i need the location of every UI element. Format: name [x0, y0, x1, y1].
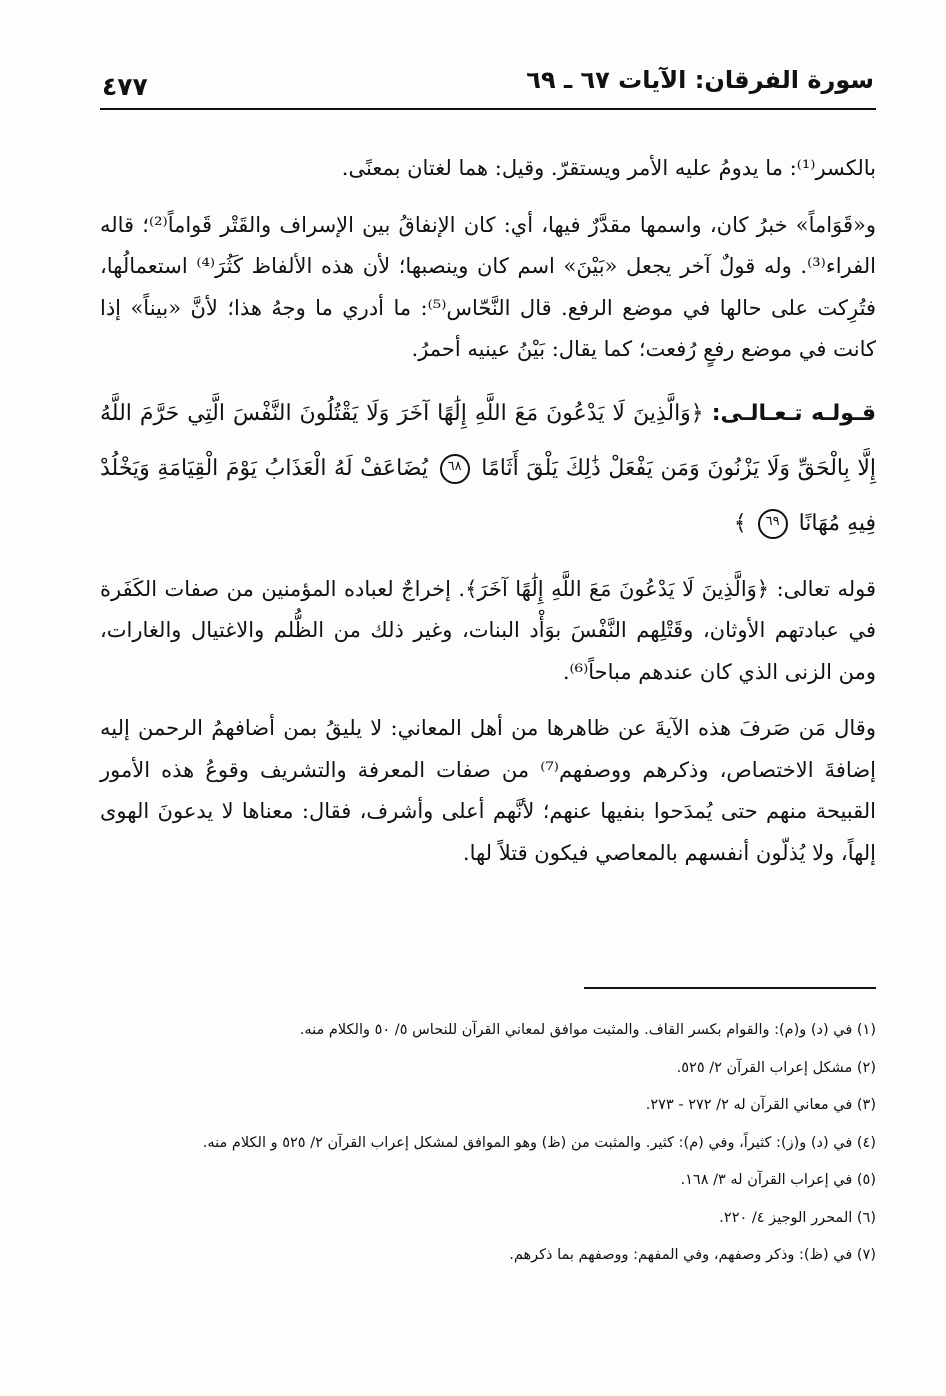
footnote-7: (٧) في (ظ): وذكر وصفهم، وفي المفهم: ووصفهم بما ذكرهم.	[509, 1247, 876, 1263]
footnote-5: (٥) في إعراب القرآن له ٣/ ١٦٨.	[680, 1172, 876, 1188]
verse-text-2: يُضَاعَفْ لَهُ الْعَذَابُ يَوْمَ الْقِيَامَةِ وَيَخْلُدْ فِيهِ مُهَانًا	[100, 455, 876, 536]
ayah-number-69: ٦٩	[758, 509, 788, 539]
paragraph-1: بالكسر⁽¹⁾: ما يدومُ عليه الأمر ويستقرّ. وقيل: هما لغتان بمعنًى.	[341, 156, 876, 180]
verse-lead: قـولـه تـعـالـى:	[711, 400, 876, 426]
main-text	[100, 148, 876, 889]
quran-verse-block	[100, 386, 876, 551]
footnote-divider	[584, 987, 876, 989]
verse-text: ﴿وَالَّذِينَ لَا يَدْعُونَ مَعَ اللَّهِ إِلَٰهًا آخَرَ وَلَا يَقْتُلُونَ النَّفْسَ الَّتِي حَرَّمَ اللَّهُ إِلَّا بِالْحَقِّ وَلَا يَزْنُونَ وَمَن يَفْعَلْ ذَٰلِكَ يَلْقَ أَثَامًا	[100, 400, 877, 481]
surah-title: سورة الفرقان: الآيات ٦٧ ـ ٦٩	[526, 66, 874, 94]
verse-close-bracket: ﴾	[733, 510, 747, 536]
footnote-6: (٦) المحرر الوجيز ٤/ ٢٢٠.	[719, 1209, 876, 1226]
ayah-number-68: ٦٨	[440, 454, 470, 484]
paragraph-3: قوله تعالى: ﴿وَالَّذِينَ لَا يَدْعُونَ مَعَ اللَّهِ إِلَٰهًا آخَرَ﴾. إخراجٌ لعباده المؤمنين من صفات الكَفَرة في عبادتهم الأوثان، وقَتْلِهم النَّفْسَ بوَأْد البنات، وغير ذلك من الظُّلم والاغتيال والغارات، ومن الزنى الذي كان عندهم مباحاً⁽⁶⁾.	[100, 576, 876, 684]
footnote-4: (٤) في (د) و(ز): كثيراً، وفي (م): كثير. والمثبت من (ظ) وهو الموافق لمشكل إعراب القرآن ٢/ ٥٢٥ و الكلام منه.	[202, 1134, 876, 1151]
paragraph-2: و«قَوَاماً» خبرُ كان، واسمها مقدَّرٌ فيها، أي: كان الإنفاقُ بين الإسراف والقَتْر قَواماً⁽²⁾؛ قاله الفراء⁽³⁾. وله قولٌ آخر يجعل «بَيْنَ» اسم كان وينصبها؛ لأن هذه الألفاظ كَثُرَ⁽⁴⁾ استعمالُها، فتُرِكت على حالها في موضع الرفع. قال النَّحّاس⁽⁵⁾: ما أدري ما وجهُ هذا؛ لأنَّ «بيناً» إذا كانت في موضع رفعٍ رُفعت؛ كما يقال: بَيْنُ عينيه أحمرُ.	[100, 212, 876, 361]
running-header	[100, 64, 876, 110]
paragraph-4: وقال مَن صَرفَ هذه الآيةَ عن ظاهرها من أهل المعاني: لا يليقُ بمن أضافهمُ الرحمن إليه إضافةَ الاختصاص، وذكرهم ووصفهم⁽⁷⁾ من صفات المعرفة والتشريف وقوعُ هذه الأمور القبيحة منهم حتى يُمدَحوا بنفيها عنهم؛ لأنَّهم أعلى وأشرف، فقال: معناها لا يدعونَ الهوى إلهاً، ولا يُذلّون أنفسهم بالمعاصي فيكون قتلاً لها.	[100, 716, 876, 865]
page-number: ٤٧٧	[102, 72, 148, 101]
footnote-3: (٣) في معاني القرآن له ٢/ ٢٧٢ - ٢٧٣.	[645, 1097, 876, 1113]
footnotes	[100, 1017, 876, 1280]
footnote-2: (٢) مشكل إعراب القرآن ٢/ ٥٢٥.	[676, 1059, 876, 1076]
footnote-1: (١) في (د) و(م): والقوام بكسر القاف. والمثبت موافق لمعاني القرآن للنحاس ٥/ ٥٠ والكلام منه.	[299, 1022, 876, 1038]
